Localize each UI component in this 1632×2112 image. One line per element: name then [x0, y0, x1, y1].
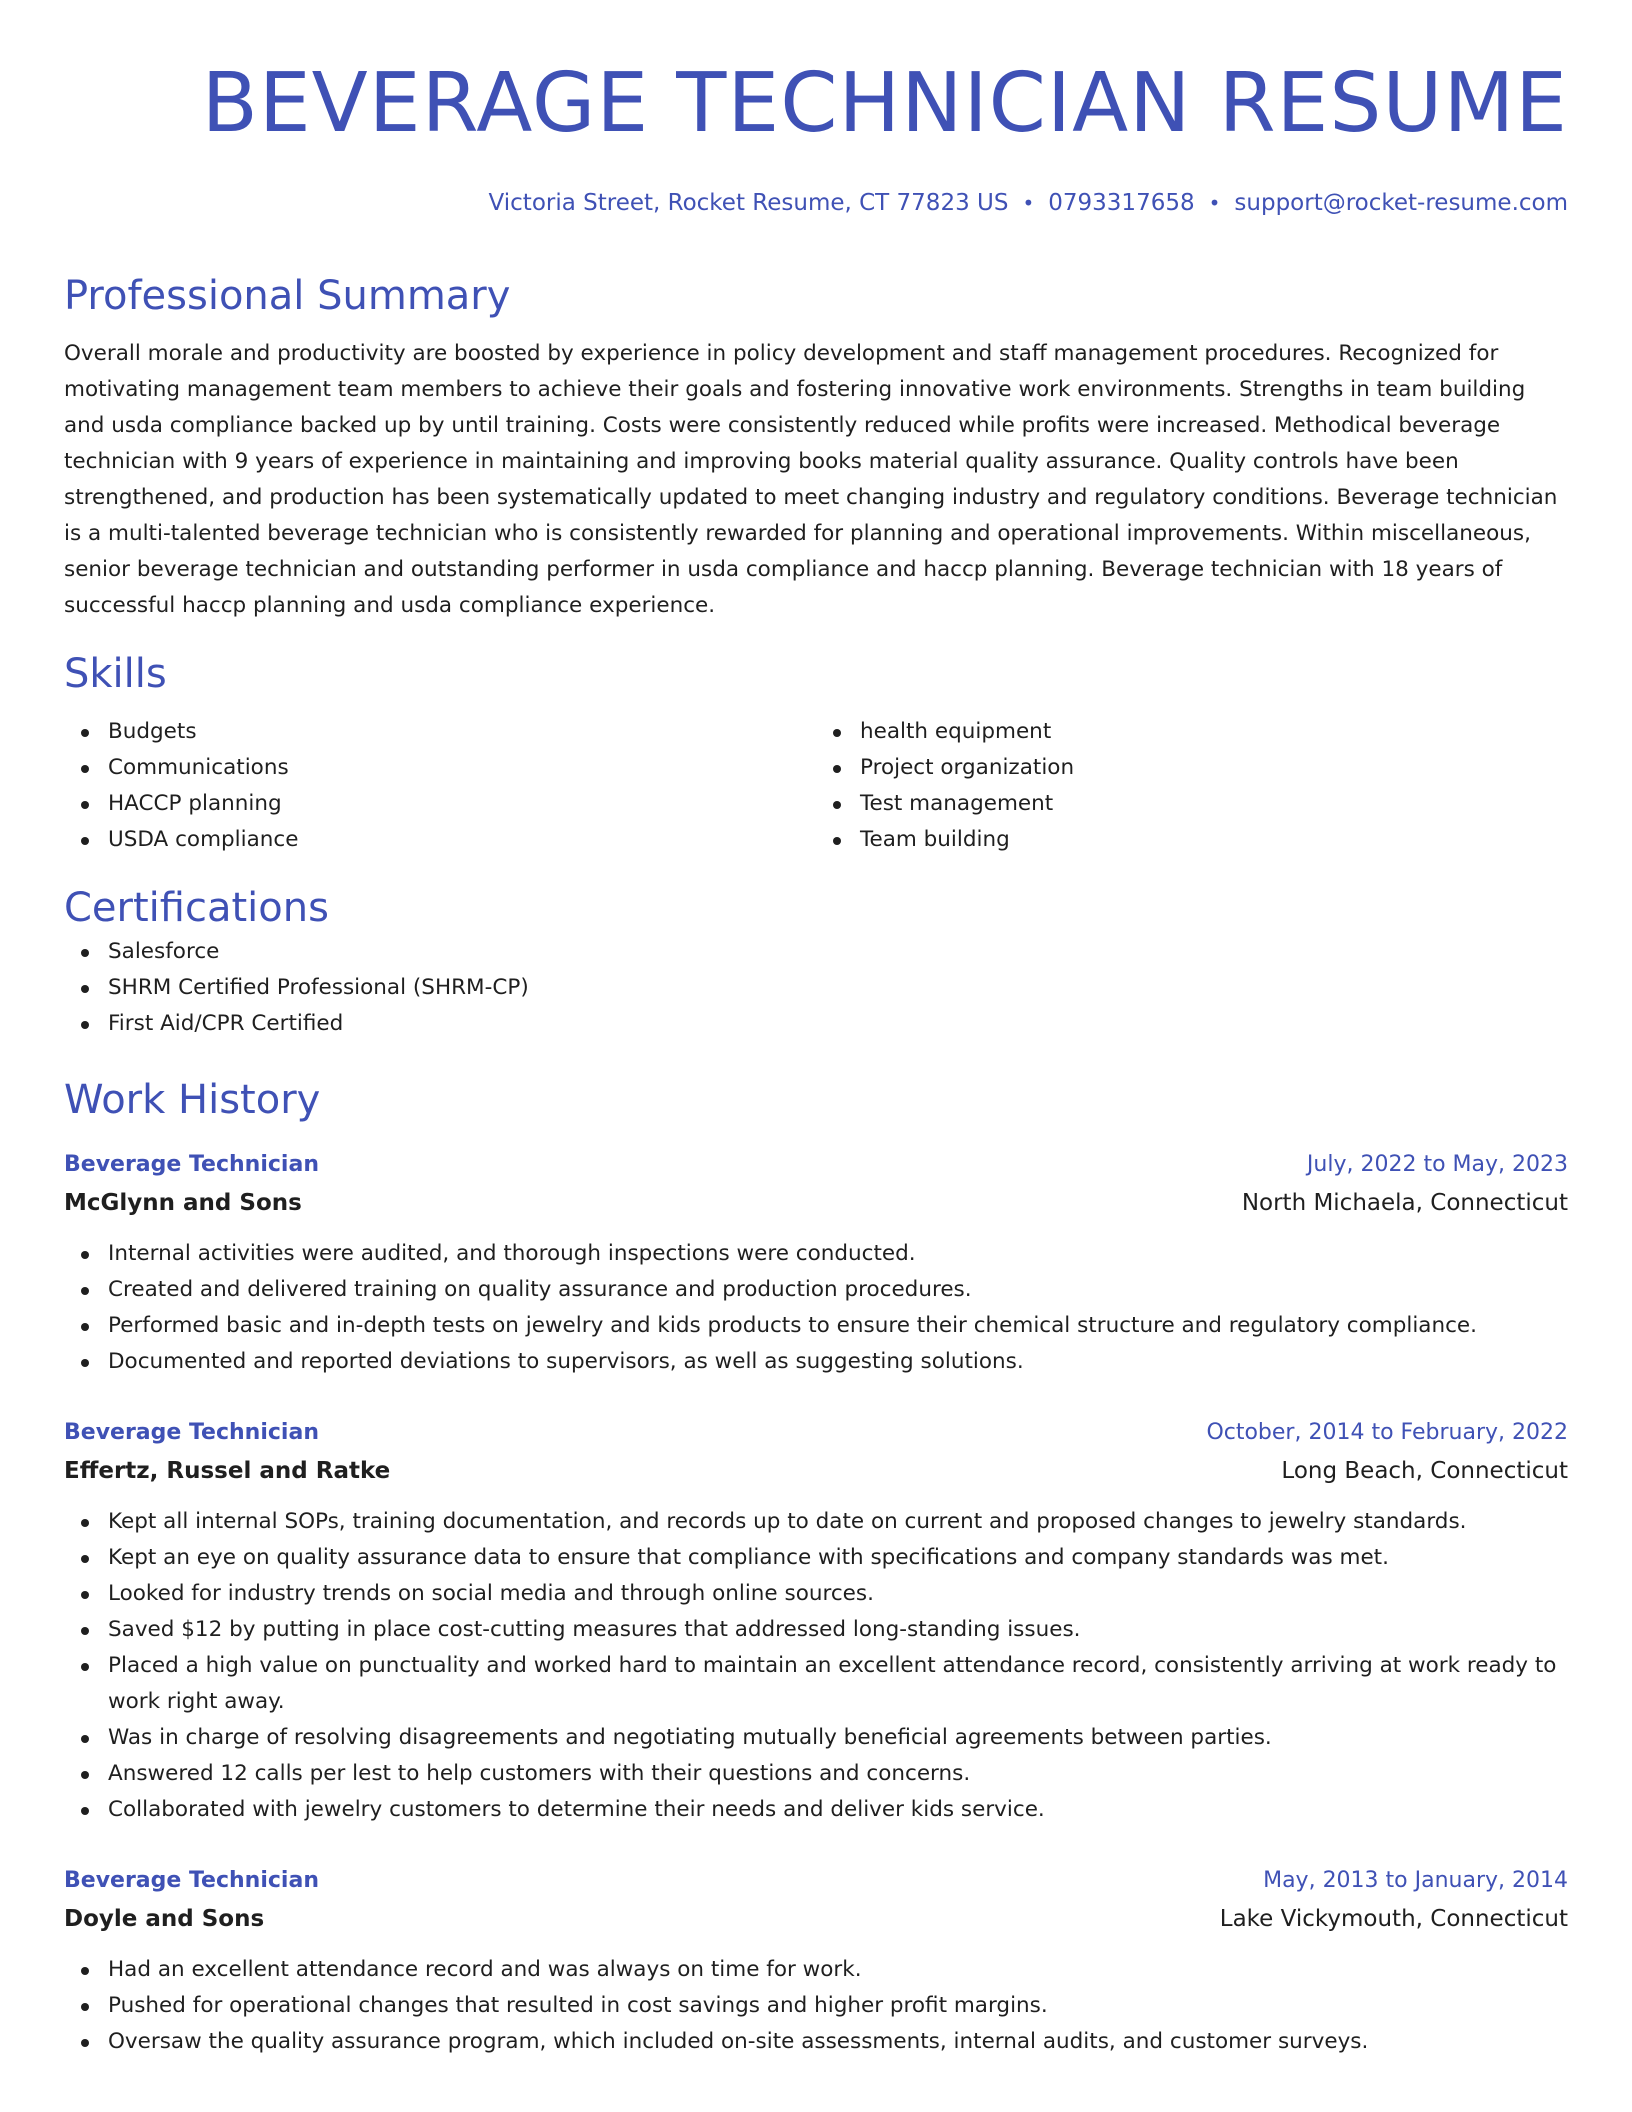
job-header [64, 1146, 1568, 1184]
skills-column-right [816, 714, 1568, 858]
job-header [64, 1862, 1568, 1900]
duty-item: Performed basic and in-depth tests on jewelry and kids products to ensure their chemical structure and regulatory compliance. [108, 1308, 1568, 1344]
duty-item: Internal activities were audited, and thorough inspections were conducted. [108, 1236, 1568, 1272]
summary-text: Overall morale and productivity are boosted by experience in policy development and staff management procedures. Recognized for motivating management team members to achieve their goals and fostering innovative work environments. Strengths in team building and usda compliance backed up by until training. Costs were consistently reduced while profits were increased. Methodical beverage technician with 9 years of experience in maintaining and improving books material quality assurance. Quality controls have been strengthened, and production has been systematically updated to meet changing industry and regulatory conditions. Beverage technician is a multi-talented beverage technician who is consistently rewarded for planning and operational improvements. Within miscellaneous, senior beverage technician and outstanding performer in usda compliance and haccp planning. Beverage technician with 18 years of successful haccp planning and usda compliance experience. [64, 341, 1558, 618]
email-link[interactable]: support@rocket-resume.com [1234, 190, 1568, 216]
job-entry [64, 1862, 1568, 2060]
duty-item: Had an excellent attendance record and was always on time for work. [108, 1952, 1568, 1988]
duty-item: Collaborated with jewelry customers to determine their needs and deliver kids service. [108, 1792, 1568, 1828]
certification-item: First Aid/CPR Certified [108, 1006, 1568, 1042]
job-header [64, 1414, 1568, 1452]
duty-item: Saved $12 by putting in place cost-cutting measures that addressed long-standing issues. [108, 1612, 1568, 1648]
job-employer [64, 1184, 1568, 1222]
contact-line [64, 188, 1568, 218]
certifications-heading: Certifications [64, 885, 329, 931]
separator-dot: • [1208, 191, 1221, 215]
job-location: North Michaela, Connecticut [1241, 1190, 1568, 1216]
duty-item: Documented and reported deviations to supervisors, as well as suggesting solutions. [108, 1344, 1568, 1380]
job-title: Beverage Technician [64, 1420, 319, 1445]
duty-item: Was in charge of resolving disagreements and negotiating mutually beneficial agreements between parties. [108, 1720, 1568, 1756]
job-title: Beverage Technician [64, 1868, 319, 1893]
work-history-heading: Work History [64, 1077, 321, 1123]
skill-item: USDA compliance [108, 822, 816, 858]
company-name: Effertz, Russel and Ratke [64, 1458, 391, 1484]
duty-item: Kept an eye on quality assurance data to ensure that compliance with specifications and company standards was met. [108, 1540, 1568, 1576]
duty-item: Kept all internal SOPs, training documentation, and records up to date on current and proposed changes to jewelry standards. [108, 1504, 1568, 1540]
resume-title: BEVERAGE TECHNICIAN RESUME [201, 56, 1568, 151]
skill-item: Budgets [108, 714, 816, 750]
duty-item: Created and delivered training on quality assurance and production procedures. [108, 1272, 1568, 1308]
job-duties [64, 1952, 1568, 2060]
job-employer [64, 1452, 1568, 1490]
job-entry [64, 1146, 1568, 1380]
separator-dot: • [1022, 191, 1035, 215]
skills-heading: Skills [64, 651, 167, 697]
job-entry [64, 1414, 1568, 1828]
resume-page [64, 0, 1568, 2060]
job-dates: May, 2013 to January, 2014 [1263, 1868, 1568, 1893]
skill-item: Test management [860, 786, 1568, 822]
duty-item: Answered 12 calls per lest to help customers with their questions and concerns. [108, 1756, 1568, 1792]
skills-column-left [64, 714, 816, 858]
job-dates: October, 2014 to February, 2022 [1206, 1420, 1568, 1445]
job-title: Beverage Technician [64, 1152, 319, 1177]
skill-item: Communications [108, 750, 816, 786]
certifications-list [64, 934, 1568, 1042]
company-name: McGlynn and Sons [64, 1190, 302, 1216]
skill-item: Team building [860, 822, 1568, 858]
summary-heading: Professional Summary [64, 273, 511, 319]
job-duties [64, 1236, 1568, 1380]
duty-item: Pushed for operational changes that resulted in cost savings and higher profit margins. [108, 1988, 1568, 2024]
duty-item: Oversaw the quality assurance program, which included on-site assessments, internal audits, and customer surveys. [108, 2024, 1568, 2060]
job-dates: July, 2022 to May, 2023 [1306, 1152, 1568, 1177]
duty-item: Looked for industry trends on social media and through online sources. [108, 1576, 1568, 1612]
job-location: Long Beach, Connecticut [1281, 1458, 1568, 1484]
job-employer [64, 1900, 1568, 1938]
job-duties [64, 1504, 1568, 1828]
company-name: Doyle and Sons [64, 1906, 265, 1932]
job-location: Lake Vickymouth, Connecticut [1219, 1906, 1568, 1932]
duty-item: Placed a high value on punctuality and worked hard to maintain an excellent attendance record, consistently arriving at work ready to work right away. [108, 1648, 1568, 1720]
address: Victoria Street, Rocket Resume, CT 77823 US [488, 190, 1009, 216]
skill-item: HACCP planning [108, 786, 816, 822]
skill-item: health equipment [860, 714, 1568, 750]
phone: 0793317658 [1048, 190, 1195, 216]
certification-item: SHRM Certified Professional (SHRM-CP) [108, 970, 1568, 1006]
certification-item: Salesforce [108, 934, 1568, 970]
skills-list [64, 714, 1568, 858]
skill-item: Project organization [860, 750, 1568, 786]
